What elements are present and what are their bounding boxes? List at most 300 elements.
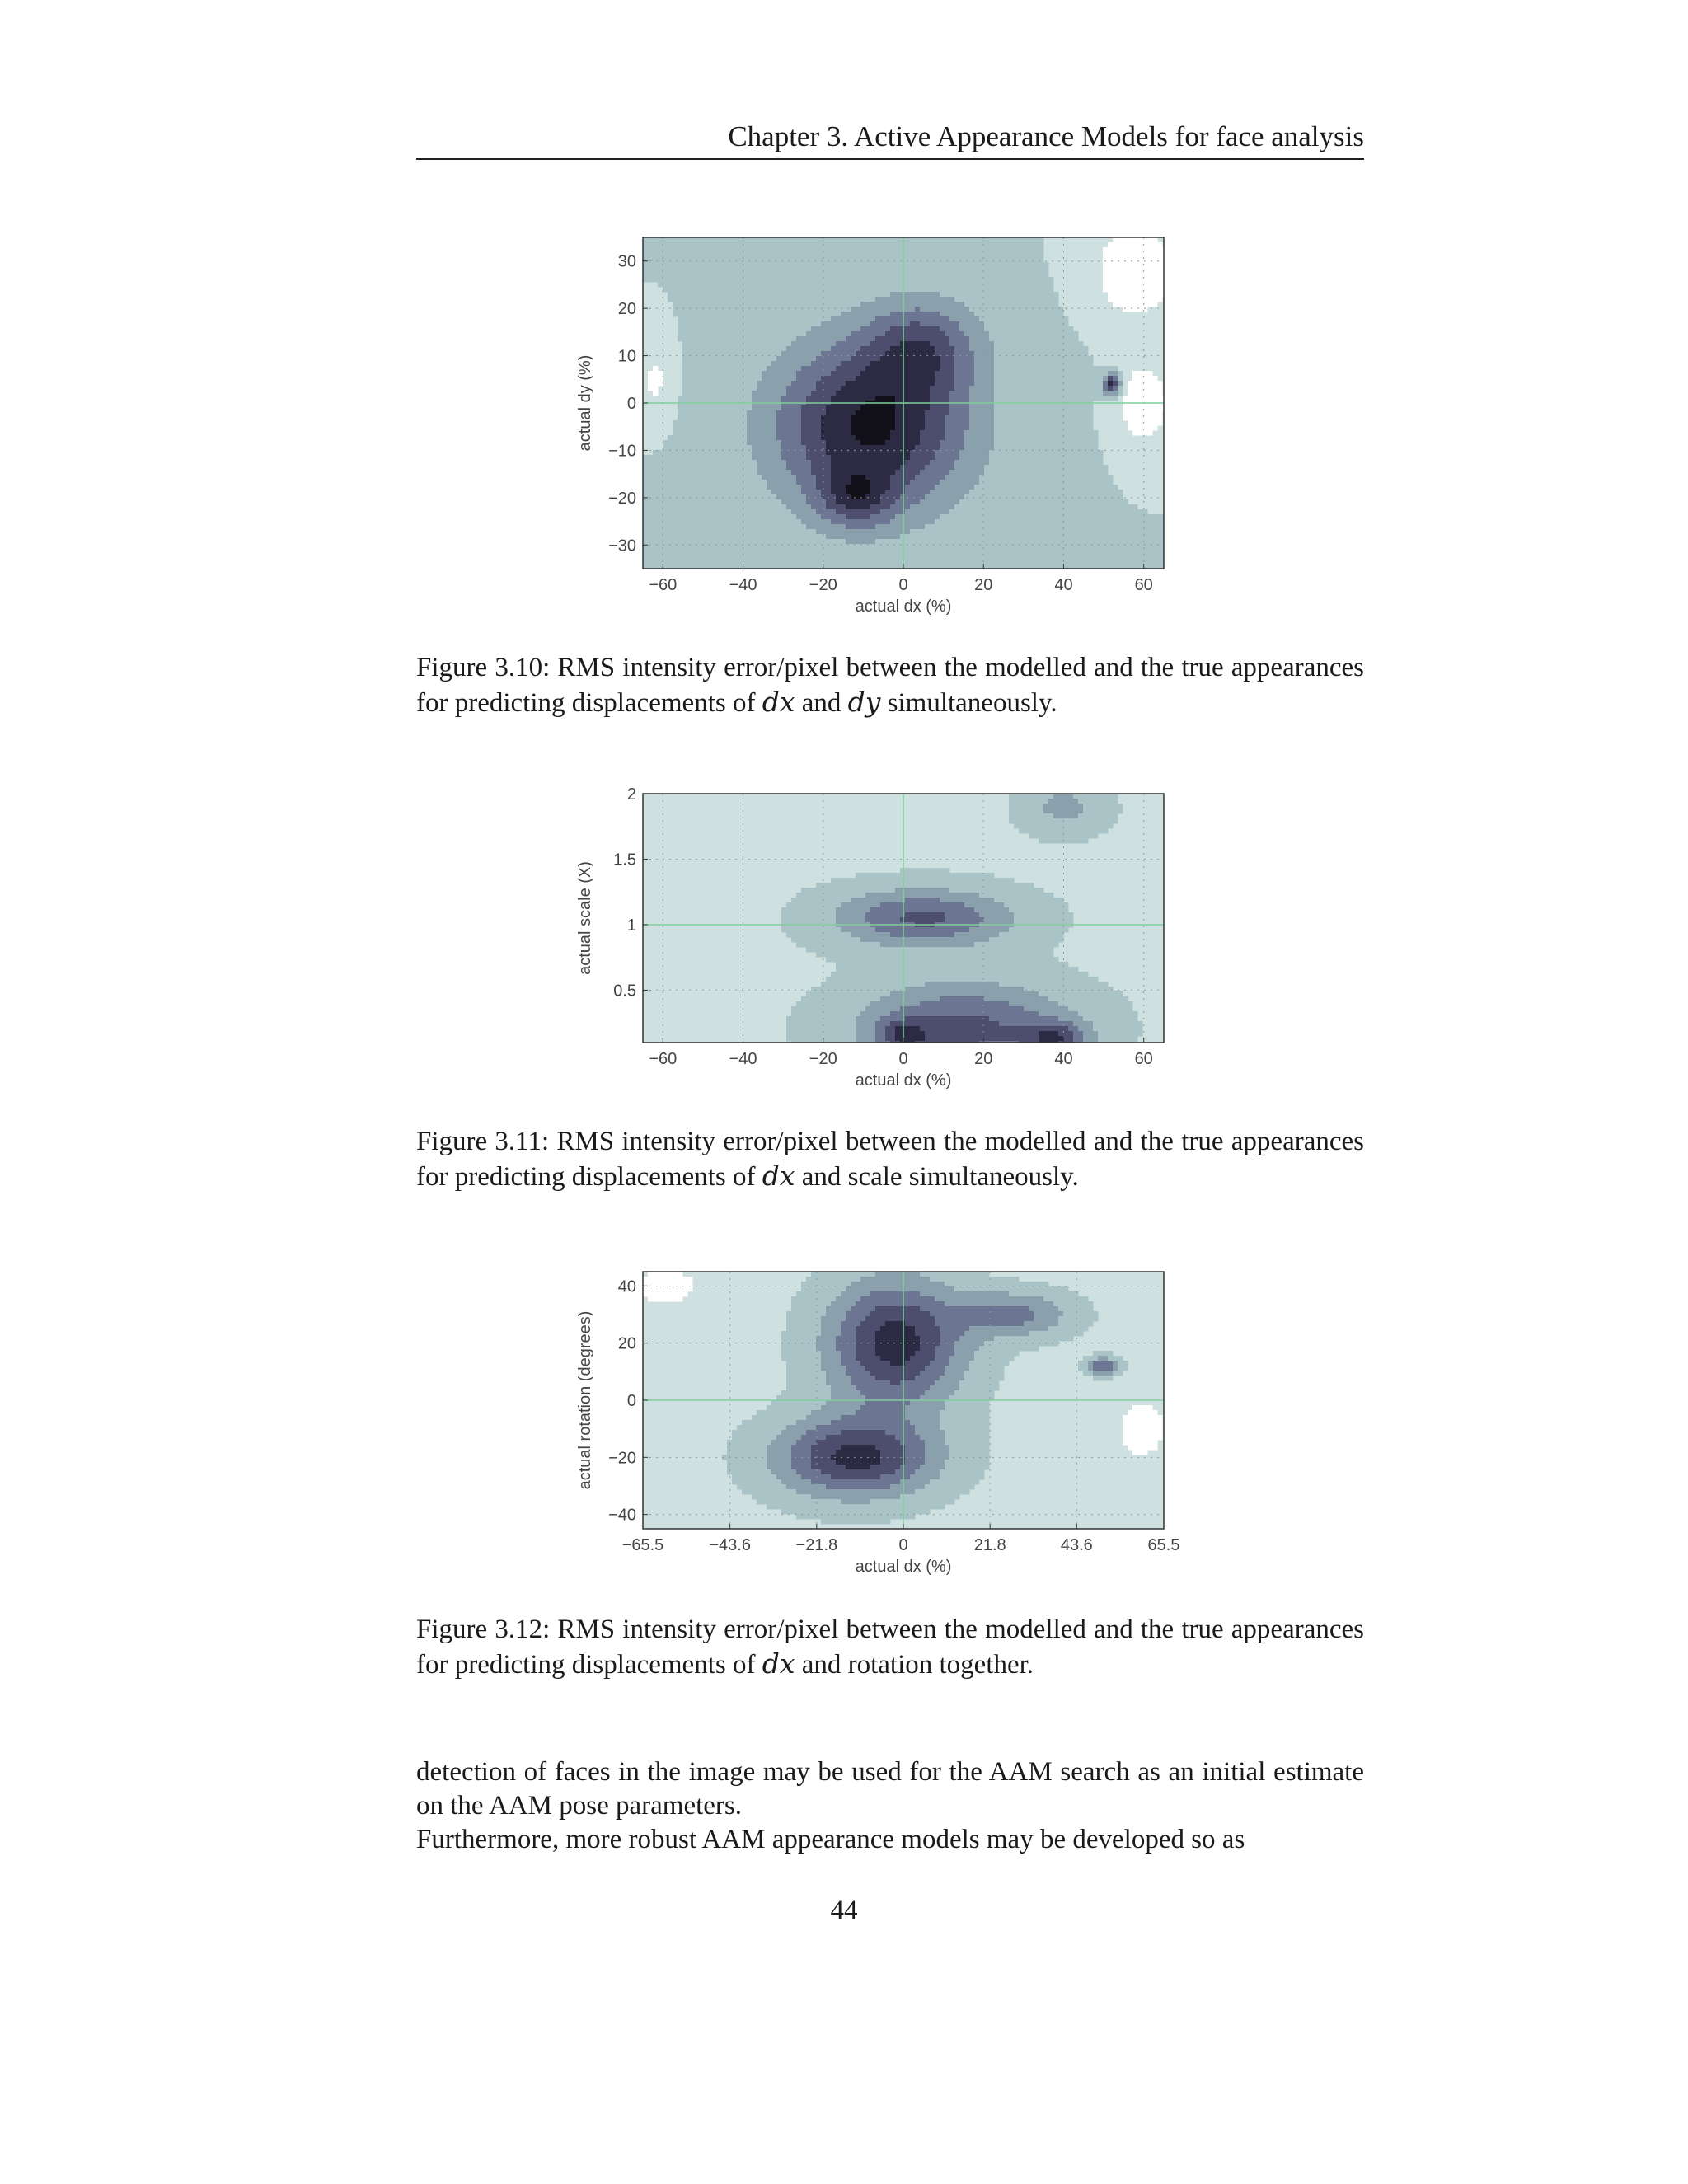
contour-cell — [747, 292, 753, 298]
contour-cell — [831, 386, 837, 391]
contour-cell — [816, 554, 822, 560]
contour-cell — [915, 361, 921, 367]
contour-cell — [895, 282, 901, 288]
contour-cell — [791, 321, 797, 327]
contour-cell — [1009, 534, 1015, 540]
contour-cell — [994, 361, 1000, 367]
contour-cell — [1004, 252, 1010, 258]
contour-cell — [717, 410, 723, 416]
contour-cell — [697, 307, 703, 312]
contour-cell — [930, 272, 935, 278]
contour-cell — [890, 237, 896, 243]
contour-cell — [945, 307, 950, 312]
contour-cell — [984, 262, 990, 268]
contour-cell — [776, 272, 782, 278]
contour-cell — [727, 559, 733, 565]
contour-cell — [1014, 386, 1020, 391]
contour-cell — [801, 316, 807, 322]
contour-cell — [1019, 237, 1025, 243]
contour-cell — [895, 376, 901, 382]
contour-cell — [1014, 440, 1020, 446]
contour-cell — [979, 371, 985, 377]
contour-cell — [945, 396, 950, 401]
contour-cell — [935, 514, 940, 520]
contour-cell — [930, 435, 935, 441]
contour-cell — [846, 549, 851, 555]
contour-cell — [717, 356, 723, 362]
contour-cell — [935, 331, 940, 337]
contour-cell — [890, 316, 896, 322]
contour-cell — [757, 257, 762, 263]
contour-cell — [925, 509, 931, 515]
contour-cell — [742, 425, 748, 431]
contour-cell — [846, 490, 851, 495]
contour-cell — [880, 396, 886, 401]
contour-cell — [841, 554, 846, 560]
contour-cell — [915, 307, 921, 312]
contour-cell — [673, 490, 678, 495]
contour-cell — [747, 514, 753, 520]
contour-cell — [687, 519, 693, 525]
contour-cell — [732, 519, 738, 525]
contour-cell — [811, 509, 817, 515]
contour-cell — [702, 326, 708, 332]
contour-cell — [890, 302, 896, 307]
contour-cell — [1014, 509, 1020, 515]
contour-cell — [702, 539, 708, 545]
contour-cell — [811, 361, 817, 367]
contour-cell — [974, 361, 980, 367]
contour-cell — [702, 242, 708, 248]
contour-cell — [776, 490, 782, 495]
contour-cell — [658, 455, 663, 461]
contour-cell — [910, 529, 916, 535]
contour-cell — [846, 514, 851, 520]
contour-cell — [747, 257, 753, 263]
contour-cell — [781, 559, 787, 565]
contour-cell — [1014, 534, 1020, 540]
contour-cell — [935, 465, 940, 471]
contour-cell — [653, 267, 659, 273]
contour-cell — [786, 396, 792, 401]
contour-cell — [673, 430, 678, 436]
contour-cell — [890, 282, 896, 288]
contour-cell — [826, 425, 832, 431]
contour-cell — [692, 485, 698, 490]
contour-cell — [940, 341, 945, 347]
contour-cell — [712, 386, 718, 391]
contour-cell — [776, 534, 782, 540]
contour-cell — [767, 242, 772, 248]
contour-cell — [984, 415, 990, 421]
contour-cell — [890, 346, 896, 352]
contour-cell — [781, 356, 787, 362]
contour-cell — [796, 376, 802, 382]
contour-cell — [692, 376, 698, 382]
contour-cell — [865, 267, 871, 273]
contour-cell — [865, 460, 871, 466]
contour-cell — [742, 480, 748, 485]
contour-cell — [1024, 470, 1029, 476]
contour-cell — [767, 321, 772, 327]
contour-cell — [930, 534, 935, 540]
contour-cell — [692, 346, 698, 352]
contour-cell — [885, 445, 891, 451]
contour-cell — [945, 420, 950, 426]
contour-cell — [796, 539, 802, 545]
contour-cell — [707, 519, 713, 525]
contour-cell — [860, 415, 866, 421]
contour-cell — [989, 386, 995, 391]
contour-cell — [781, 262, 787, 268]
contour-cell — [722, 316, 728, 322]
contour-cell — [1014, 272, 1020, 278]
contour-cell — [999, 440, 1005, 446]
contour-cell — [801, 494, 807, 500]
contour-cell — [930, 356, 935, 362]
contour-cell — [856, 272, 861, 278]
contour-cell — [964, 430, 970, 436]
contour-cell — [801, 267, 807, 273]
contour-cell — [727, 257, 733, 263]
contour-cell — [826, 277, 832, 283]
contour-cell — [801, 346, 807, 352]
contour-cell — [860, 450, 866, 456]
contour-cell — [811, 499, 817, 505]
contour-cell — [950, 410, 955, 416]
contour-cell — [964, 475, 970, 480]
contour-cell — [776, 524, 782, 530]
contour-cell — [786, 381, 792, 387]
contour-cell — [915, 356, 921, 362]
contour-cell — [692, 267, 698, 273]
contour-cell — [905, 361, 911, 367]
contour-cell — [910, 391, 916, 396]
contour-cell — [989, 341, 995, 347]
contour-cell — [875, 237, 881, 243]
contour-cell — [727, 465, 733, 471]
contour-cell — [668, 455, 673, 461]
contour-cell — [930, 524, 935, 530]
contour-cell — [816, 440, 822, 446]
contour-cell — [816, 287, 822, 293]
contour-cell — [910, 410, 916, 416]
contour-cell — [969, 450, 975, 456]
contour-cell — [959, 346, 965, 352]
contour-cell — [781, 396, 787, 401]
contour-cell — [920, 549, 926, 555]
contour-cell — [811, 455, 817, 461]
contour-cell — [890, 524, 896, 530]
contour-cell — [678, 430, 683, 436]
contour-cell — [806, 410, 812, 416]
contour-cell — [910, 499, 916, 505]
contour-cell — [935, 272, 940, 278]
contour-cell — [880, 272, 886, 278]
contour-cell — [925, 257, 931, 263]
contour-cell — [697, 420, 703, 426]
contour-cell — [712, 420, 718, 426]
contour-cell — [668, 237, 673, 243]
contour-cell — [673, 252, 678, 258]
contour-cell — [752, 559, 757, 565]
contour-cell — [851, 321, 856, 327]
contour-cell — [826, 519, 832, 525]
contour-cell — [668, 519, 673, 525]
contour-cell — [757, 534, 762, 540]
contour-cell — [905, 519, 911, 525]
contour-cell — [682, 252, 688, 258]
contour-cell — [712, 336, 718, 342]
contour-cell — [767, 336, 772, 342]
contour-cell — [776, 292, 782, 298]
contour-cell — [737, 534, 743, 540]
contour-cell — [687, 237, 693, 243]
contour-cell — [989, 430, 995, 436]
contour-cell — [767, 302, 772, 307]
contour-cell — [954, 366, 960, 372]
contour-cell — [846, 292, 851, 298]
contour-cell — [752, 410, 757, 416]
contour-cell — [999, 252, 1005, 258]
contour-cell — [811, 490, 817, 495]
contour-cell — [816, 361, 822, 367]
contour-cell — [880, 346, 886, 352]
contour-cell — [831, 356, 837, 362]
contour-cell — [682, 445, 688, 451]
contour-cell — [950, 341, 955, 347]
contour-cell — [702, 405, 708, 411]
contour-cell — [663, 490, 668, 495]
contour-cell — [920, 326, 926, 332]
contour-cell — [974, 366, 980, 372]
contour-cell — [717, 262, 723, 268]
contour-cell — [697, 519, 703, 525]
contour-cell — [717, 460, 723, 466]
contour-cell — [895, 381, 901, 387]
contour-cell — [1009, 485, 1015, 490]
contour-cell — [781, 326, 787, 332]
contour-cell — [890, 494, 896, 500]
contour-cell — [935, 534, 940, 540]
contour-cell — [663, 440, 668, 446]
contour-cell — [806, 519, 812, 525]
contour-cell — [831, 396, 837, 401]
contour-cell — [786, 554, 792, 560]
contour-cell — [1024, 425, 1029, 431]
contour-cell — [771, 336, 777, 342]
contour-cell — [767, 425, 772, 431]
contour-cell — [994, 425, 1000, 431]
contour-cell — [856, 485, 861, 490]
contour-cell — [895, 559, 901, 565]
contour-cell — [940, 242, 945, 248]
contour-cell — [880, 326, 886, 332]
contour-cell — [865, 455, 871, 461]
contour-cell — [732, 277, 738, 283]
contour-cell — [692, 539, 698, 545]
contour-cell — [836, 287, 842, 293]
contour-cell — [875, 331, 881, 337]
contour-cell — [1009, 420, 1015, 426]
contour-cell — [1009, 336, 1015, 342]
contour-cell — [762, 277, 767, 283]
contour-cell — [1004, 435, 1010, 441]
contour-cell — [1009, 257, 1015, 263]
contour-cell — [757, 252, 762, 258]
contour-cell — [1004, 272, 1010, 278]
contour-cell — [742, 381, 748, 387]
contour-cell — [1009, 366, 1015, 372]
contour-cell — [1019, 435, 1025, 441]
contour-cell — [846, 312, 851, 317]
contour-cell — [836, 524, 842, 530]
contour-cell — [974, 316, 980, 322]
contour-cell — [702, 549, 708, 555]
contour-cell — [940, 282, 945, 288]
contour-cell — [692, 292, 698, 298]
contour-cell — [673, 559, 678, 565]
contour-cell — [950, 302, 955, 307]
contour-cell — [687, 366, 693, 372]
contour-cell — [678, 529, 683, 535]
contour-cell — [935, 504, 940, 510]
contour-cell — [999, 257, 1005, 263]
contour-cell — [930, 312, 935, 317]
contour-cell — [989, 312, 995, 317]
contour-cell — [752, 475, 757, 480]
contour-cell — [925, 307, 931, 312]
contour-cell — [875, 435, 881, 441]
contour-cell — [663, 242, 668, 248]
contour-cell — [648, 539, 654, 545]
contour-cell — [781, 465, 787, 471]
contour-cell — [935, 539, 940, 545]
contour-cell — [771, 312, 777, 317]
contour-cell — [905, 331, 911, 337]
contour-cell — [791, 277, 797, 283]
contour-cell — [757, 499, 762, 505]
contour-cell — [935, 499, 940, 505]
contour-cell — [796, 519, 802, 525]
contour-cell — [687, 405, 693, 411]
contour-cell — [945, 346, 950, 352]
contour-cell — [885, 514, 891, 520]
contour-cell — [880, 242, 886, 248]
contour-cell — [747, 336, 753, 342]
contour-cell — [945, 252, 950, 258]
contour-cell — [663, 514, 668, 520]
contour-cell — [707, 455, 713, 461]
contour-cell — [836, 549, 842, 555]
contour-cell — [682, 499, 688, 505]
contour-cell — [994, 302, 1000, 307]
contour-cell — [806, 316, 812, 322]
contour-cell — [860, 534, 866, 540]
contour-cell — [940, 361, 945, 367]
contour-cell — [915, 455, 921, 461]
contour-cell — [648, 524, 654, 530]
contour-cell — [880, 312, 886, 317]
contour-cell — [796, 514, 802, 520]
contour-cell — [781, 450, 787, 456]
contour-cell — [979, 410, 985, 416]
contour-cell — [994, 257, 1000, 263]
contour-cell — [747, 277, 753, 283]
contour-cell — [801, 475, 807, 480]
contour-cell — [737, 415, 743, 421]
contour-cell — [796, 361, 802, 367]
contour-cell — [1014, 554, 1020, 560]
contour-cell — [791, 420, 797, 426]
contour-cell — [826, 237, 832, 243]
contour-cell — [930, 247, 935, 253]
contour-cell — [1019, 282, 1025, 288]
contour-cell — [856, 514, 861, 520]
contour-cell — [732, 480, 738, 485]
contour-cell — [796, 559, 802, 565]
contour-cell — [999, 539, 1005, 545]
contour-cell — [811, 440, 817, 446]
contour-cell — [856, 257, 861, 263]
contour-cell — [702, 257, 708, 263]
contour-cell — [974, 480, 980, 485]
contour-cell — [742, 440, 748, 446]
contour-cell — [692, 247, 698, 253]
contour-cell — [727, 420, 733, 426]
contour-cell — [1014, 287, 1020, 293]
contour-cell — [776, 405, 782, 411]
contour-cell — [663, 272, 668, 278]
contour-cell — [781, 504, 787, 510]
contour-cell — [969, 435, 975, 441]
contour-cell — [925, 465, 931, 471]
contour-cell — [910, 237, 916, 243]
contour-cell — [870, 480, 876, 485]
contour-cell — [668, 257, 673, 263]
contour-cell — [811, 267, 817, 273]
contour-cell — [806, 480, 812, 485]
contour-cell — [786, 326, 792, 332]
contour-cell — [999, 326, 1005, 332]
contour-cell — [910, 297, 916, 302]
contour-cell — [811, 524, 817, 530]
contour-cell — [964, 425, 970, 431]
contour-cell — [865, 366, 871, 372]
contour-cell — [895, 371, 901, 377]
contour-cell — [811, 470, 817, 476]
contour-cell — [791, 425, 797, 431]
contour-cell — [643, 534, 649, 540]
contour-cell — [905, 509, 911, 515]
contour-cell — [915, 435, 921, 441]
contour-cell — [890, 386, 896, 391]
contour-cell — [860, 297, 866, 302]
contour-cell — [648, 519, 654, 525]
contour-cell — [781, 529, 787, 535]
contour-cell — [910, 534, 916, 540]
contour-cell — [964, 316, 970, 322]
contour-cell — [1019, 336, 1025, 342]
contour-cell — [811, 316, 817, 322]
contour-cell — [767, 514, 772, 520]
contour-cell — [821, 509, 827, 515]
contour-cell — [875, 361, 881, 367]
contour-cell — [959, 559, 965, 565]
contour-cell — [786, 242, 792, 248]
contour-cell — [801, 524, 807, 530]
contour-cell — [905, 455, 911, 461]
